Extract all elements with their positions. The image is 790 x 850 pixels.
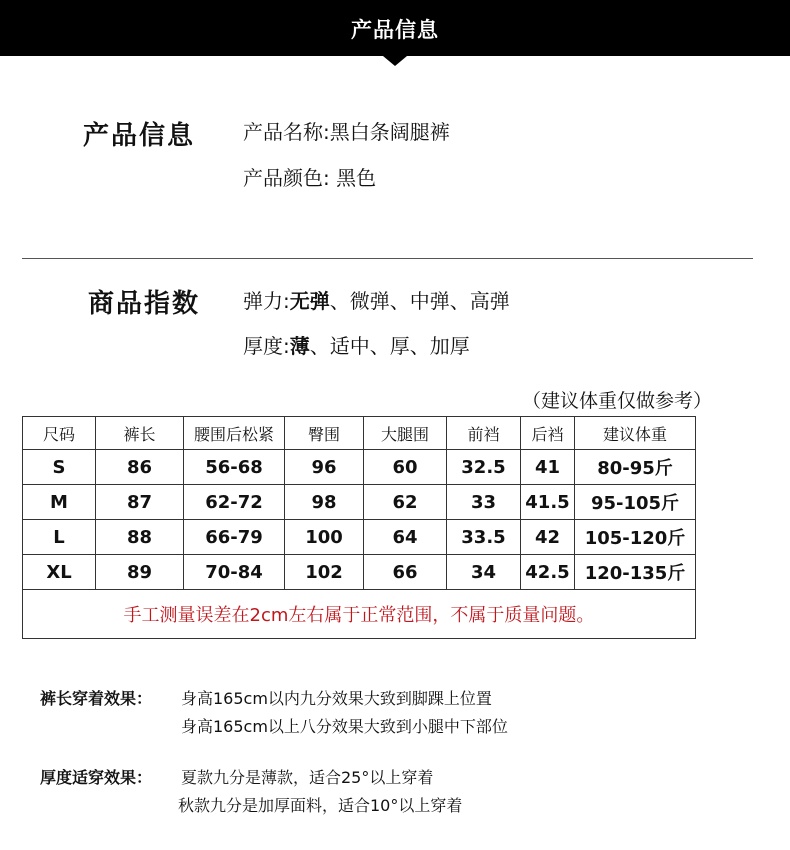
table-cell: 62 [364, 485, 447, 520]
banner-pointer [383, 56, 407, 66]
thickness-selected: 薄 [289, 334, 310, 358]
table-row [23, 520, 696, 555]
table-cell: 102 [285, 555, 364, 590]
table-cell: 88 [96, 520, 184, 555]
table-cell: 34 [447, 555, 521, 590]
table-cell: 96 [285, 450, 364, 485]
table-cell: 98 [285, 485, 364, 520]
thickness-options: 、适中、厚、加厚 [309, 334, 470, 358]
thickness-label: 厚度: [243, 334, 290, 358]
table-cell: 100 [285, 520, 364, 555]
table-cell: L [23, 520, 96, 555]
product-name-value: 黑白条阔腿裤 [329, 120, 450, 144]
table-header-cell: 裤长 [96, 417, 184, 450]
banner-title: 产品信息 [351, 18, 439, 42]
table-header-cell: 臀围 [285, 417, 364, 450]
table-cell: 120-135斤 [575, 555, 696, 590]
table-header-row [23, 417, 696, 450]
product-color-value: 黑色 [329, 166, 377, 190]
table-cell: 95-105斤 [575, 485, 696, 520]
table-cell: 86 [96, 450, 184, 485]
elasticity-line [243, 285, 510, 314]
section-divider [22, 258, 753, 259]
product-index-heading: 商品指数 [88, 289, 201, 319]
product-color-line [243, 162, 376, 191]
table-cell: 89 [96, 555, 184, 590]
table-cell: 42 [521, 520, 575, 555]
table-cell: 105-120斤 [575, 520, 696, 555]
table-cell: 66-79 [184, 520, 285, 555]
table-header-cell: 大腿围 [364, 417, 447, 450]
product-name-line [243, 116, 450, 145]
table-row [23, 555, 696, 590]
size-table [22, 416, 696, 639]
thickness-effect-line-2: 秋款九分是加厚面料，适合10°以上穿着 [178, 796, 463, 815]
table-cell: 33.5 [447, 520, 521, 555]
table-note-row [23, 590, 696, 639]
thickness-line [243, 330, 470, 359]
table-header-cell: 建议体重 [575, 417, 696, 450]
header-banner [0, 0, 790, 56]
product-info-heading: 产品信息 [83, 121, 196, 151]
table-cell: S [23, 450, 96, 485]
length-effect-label-text: 裤长穿着效果： [40, 689, 153, 708]
table-cell: 62-72 [184, 485, 285, 520]
thickness-effect-label-text: 厚度适穿效果： [40, 768, 153, 787]
table-cell: 33 [447, 485, 521, 520]
measurement-error-note: 手工测量误差在2cm左右属于正常范围，不属于质量问题。 [23, 590, 696, 639]
table-header-cell: 前裆 [447, 417, 521, 450]
length-effect-line-2: 身高165cm以上八分效果大致到小腿中下部位 [181, 717, 508, 736]
table-cell: 80-95斤 [575, 450, 696, 485]
length-effect-label [40, 686, 152, 709]
weight-reference-note: （建议体重仅做参考） [522, 390, 713, 412]
table-cell: M [23, 485, 96, 520]
product-name-label: 产品名称: [243, 120, 330, 144]
table-row [23, 485, 696, 520]
table-header-cell: 尺码 [23, 417, 96, 450]
table-header-cell: 腰围后松紧 [184, 417, 285, 450]
table-cell: 41.5 [521, 485, 575, 520]
table-cell: 32.5 [447, 450, 521, 485]
elasticity-options: 、微弹、中弹、高弹 [329, 289, 510, 313]
table-row [23, 450, 696, 485]
table-cell: 66 [364, 555, 447, 590]
elasticity-label: 弹力: [243, 289, 290, 313]
length-effect-line-1: 身高165cm以内九分效果大致到脚踝上位置 [181, 689, 492, 708]
table-cell: 64 [364, 520, 447, 555]
table-cell: 87 [96, 485, 184, 520]
table-cell: XL [23, 555, 96, 590]
table-cell: 56-68 [184, 450, 285, 485]
table-cell: 42.5 [521, 555, 575, 590]
product-color-label: 产品颜色: [243, 166, 330, 190]
thickness-effect-line-1: 夏款九分是薄款，适合25°以上穿着 [181, 768, 434, 787]
table-cell: 41 [521, 450, 575, 485]
thickness-effect-label [40, 765, 152, 788]
table-cell: 60 [364, 450, 447, 485]
table-header-cell: 后裆 [521, 417, 575, 450]
elasticity-selected: 无弹 [289, 289, 330, 313]
table-cell: 70-84 [184, 555, 285, 590]
